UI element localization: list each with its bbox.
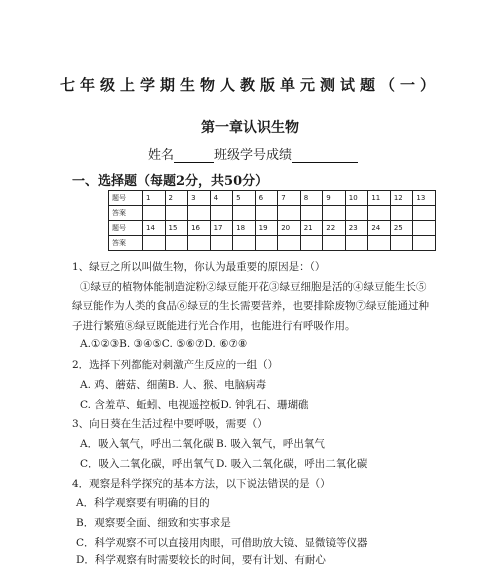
- table-row: [109, 221, 436, 236]
- question-number-cell: 22: [323, 221, 346, 236]
- question-3-option-a: A．吸入氧气，呼出二氧化碳: [80, 438, 214, 450]
- question-2-options-ab: A. 鸡、蘑菇、细菌B. 人、猴、电脑病毒: [80, 379, 267, 391]
- row-label-question: 题号: [109, 221, 143, 236]
- question-1-stem: 1、绿豆之所以叫做生物，你认为最重要的原因是：（）: [72, 261, 326, 273]
- question-number-cell: 16: [188, 221, 211, 236]
- question-4-option-a: A．科学观察要有明确的目的: [76, 497, 210, 509]
- answer-cell[interactable]: [188, 206, 211, 221]
- answer-cell[interactable]: [345, 236, 368, 251]
- answer-cell[interactable]: [165, 236, 188, 251]
- question-4-option-d: D．科学观察有时需要较长的时间，要有计划、有耐心: [76, 554, 326, 566]
- question-number-cell: 25: [390, 221, 413, 236]
- question-number-cell: 7: [278, 191, 301, 206]
- chapter-heading: 第一章认识生物: [201, 120, 299, 136]
- question-3-option-b: B. 吸入氧气，呼出氧气: [216, 438, 325, 450]
- question-number-cell: 18: [233, 221, 256, 236]
- answer-cell[interactable]: [255, 206, 278, 221]
- answer-cell[interactable]: [165, 206, 188, 221]
- answer-cell[interactable]: [233, 206, 256, 221]
- question-4-stem: 4．观察是科学探究的基本方法，以下说法错误的是（）: [72, 478, 331, 490]
- question-number-cell: 3: [188, 191, 211, 206]
- answer-cell[interactable]: [300, 236, 323, 251]
- question-3-stem: 3、向日葵在生活过程中要呼吸，需要（）: [72, 418, 268, 430]
- question-number-cell: 1: [143, 191, 166, 206]
- name-label: 姓名: [148, 148, 175, 163]
- question-number-cell: 12: [390, 191, 413, 206]
- row-label-question: 题号: [109, 191, 143, 206]
- answer-cell[interactable]: [255, 236, 278, 251]
- answer-cell[interactable]: [345, 206, 368, 221]
- answer-cell[interactable]: [323, 236, 346, 251]
- question-number-cell: 19: [255, 221, 278, 236]
- section-heading-choice: 一、选择题（每题2分，共50分）: [72, 174, 269, 189]
- answer-cell[interactable]: [143, 236, 166, 251]
- answer-table: [108, 190, 436, 251]
- question-number-cell: 2: [165, 191, 188, 206]
- question-1-options: A.①②③B. ③④⑤C. ⑤⑥⑦D. ⑥⑦⑧: [80, 338, 248, 350]
- question-number-cell: 5: [233, 191, 256, 206]
- table-row: [109, 191, 436, 206]
- page-title: 七年级上学期生物人教版单元测试题（一）: [59, 76, 440, 94]
- student-info-line: [148, 144, 358, 163]
- question-1-statement-line: 绿豆能作为人类的食品⑥绿豆的生长需要营养，也要排除废物⑦绿豆能通过种: [72, 300, 429, 312]
- question-2-options-cd: C. 含羞草、蚯蚓、电视遥控板D. 钟乳石、珊瑚礁: [80, 399, 309, 411]
- answer-cell[interactable]: [210, 236, 233, 251]
- answer-cell[interactable]: [233, 236, 256, 251]
- question-number-cell: 6: [255, 191, 278, 206]
- answer-cell[interactable]: [413, 206, 436, 221]
- answer-cell[interactable]: [323, 206, 346, 221]
- answer-cell[interactable]: [390, 206, 413, 221]
- question-number-cell: 17: [210, 221, 233, 236]
- question-number-cell: 8: [300, 191, 323, 206]
- answer-cell[interactable]: [210, 206, 233, 221]
- question-number-cell: 20: [278, 221, 301, 236]
- question-2-stem: 2．选择下列都能对刺激产生反应的一组（）: [72, 359, 279, 371]
- answer-cell[interactable]: [390, 236, 413, 251]
- score-blank[interactable]: [292, 148, 358, 163]
- class-label: 班级学号成绩: [214, 148, 293, 163]
- question-number-cell: 11: [368, 191, 391, 206]
- answer-cell[interactable]: [278, 236, 301, 251]
- question-3-option-c: C．吸入二氧化碳，呼出氧气: [80, 458, 215, 470]
- answer-cell[interactable]: [368, 236, 391, 251]
- row-label-answer: 答案: [109, 206, 143, 221]
- question-number-cell: [413, 221, 436, 236]
- question-3-option-d: D. 吸入二氧化碳，呼出二氧化碳: [216, 458, 368, 470]
- question-4-option-b: B．观察要全面、细致和实事求是: [76, 517, 231, 529]
- row-label-answer: 答案: [109, 236, 143, 251]
- question-number-cell: 9: [323, 191, 346, 206]
- question-1-statement-line: ①绿豆的植物体能制造淀粉②绿豆能开花③绿豆细胞是活的④绿豆能生长⑤: [80, 281, 427, 293]
- question-number-cell: 23: [345, 221, 368, 236]
- question-number-cell: 24: [368, 221, 391, 236]
- question-number-cell: 4: [210, 191, 233, 206]
- table-row: [109, 236, 436, 251]
- name-blank[interactable]: [174, 148, 214, 163]
- table-row: [109, 206, 436, 221]
- answer-cell[interactable]: [368, 206, 391, 221]
- question-1-statement-line: 子进行繁殖⑧绿豆既能进行光合作用，也能进行有呼吸作用。: [72, 320, 356, 332]
- question-number-cell: 14: [143, 221, 166, 236]
- question-4-option-c: C．科学观察不可以直接用肉眼，可借助放大镜、显微镜等仪器: [76, 537, 368, 549]
- question-number-cell: 21: [300, 221, 323, 236]
- answer-cell[interactable]: [188, 236, 211, 251]
- answer-cell[interactable]: [413, 236, 436, 251]
- answer-cell[interactable]: [143, 206, 166, 221]
- answer-cell[interactable]: [278, 206, 301, 221]
- question-number-cell: 15: [165, 221, 188, 236]
- question-number-cell: 13: [413, 191, 436, 206]
- answer-cell[interactable]: [300, 206, 323, 221]
- question-number-cell: 10: [345, 191, 368, 206]
